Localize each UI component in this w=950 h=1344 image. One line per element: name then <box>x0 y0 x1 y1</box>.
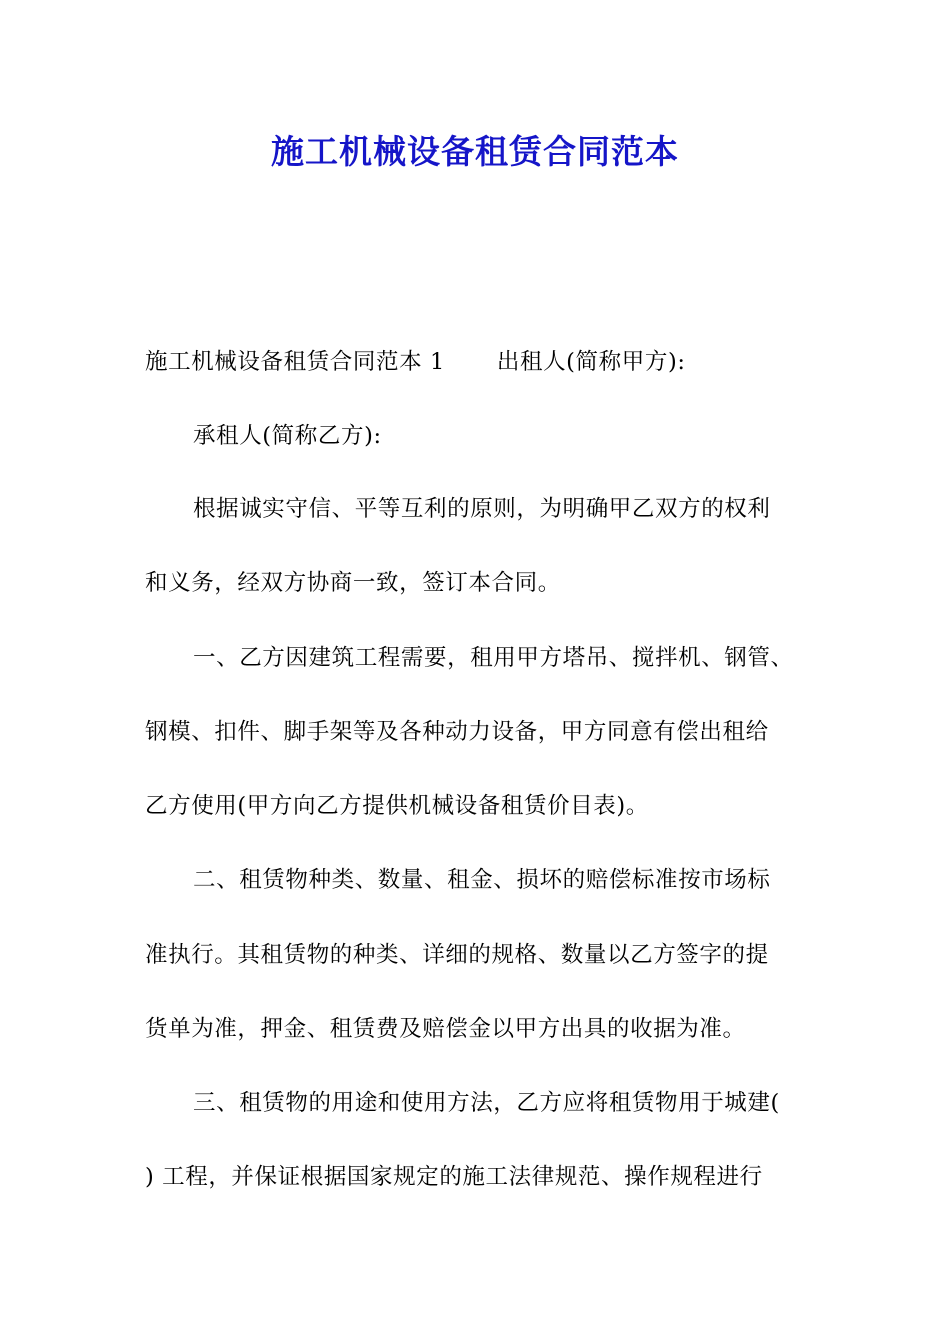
section-heading: 施工机械设备租赁合同范本 1 <box>145 349 445 375</box>
paragraph-line: 根据诚实守信、平等互利的原则，为明确甲乙双方的权利 <box>193 496 771 522</box>
paragraph-line: ) 工程，并保证根据国家规定的施工法律规范、操作规程进行 <box>145 1164 763 1190</box>
paragraph-line: 货单为准，押金、租赁费及赔偿金以甲方出具的收据为准。 <box>145 1016 746 1042</box>
paragraph-line: 准执行。其租赁物的种类、详细的规格、数量以乙方签字的提 <box>145 942 769 968</box>
paragraph-line: 二、租赁物种类、数量、租金、损坏的赔偿标准按市场标 <box>193 867 771 893</box>
lessee-label: 承租人(简称乙方): <box>193 423 382 449</box>
paragraph-line: 钢模、扣件、脚手架等及各种动力设备，甲方同意有偿出租给 <box>145 719 769 745</box>
paragraph-line: 和义务，经双方协商一致，签订本合同。 <box>145 570 561 596</box>
document-title: 施工机械设备租赁合同范本 <box>271 132 679 171</box>
paragraph-line: 一、乙方因建筑工程需要，租用甲方塔吊、搅拌机、钢管、 <box>193 645 794 671</box>
paragraph-line: 乙方使用(甲方向乙方提供机械设备租赁价目表)。 <box>145 793 649 819</box>
lessor-label: 出租人(简称甲方): <box>496 349 686 375</box>
paragraph-line: 三、租赁物的用途和使用方法，乙方应将租赁物用于城建( <box>193 1090 780 1116</box>
paragraph-line <box>145 346 686 378</box>
